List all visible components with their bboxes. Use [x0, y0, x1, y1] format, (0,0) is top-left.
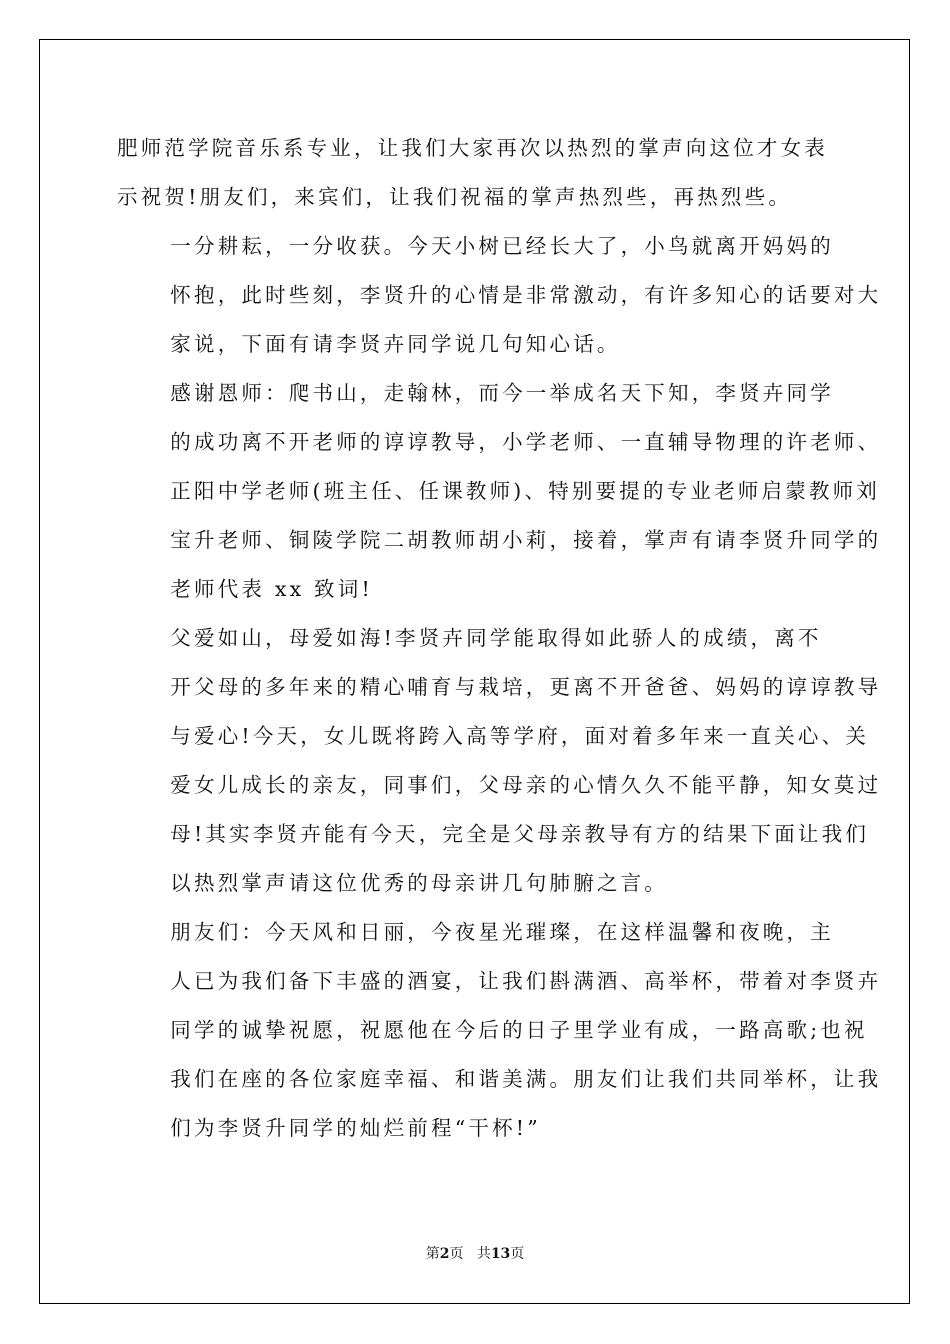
text-line: 的成功离不开老师的谆谆教导，小学老师、一直辅导物理的许老师、	[170, 430, 882, 454]
text-line: 怀抱，此时些刻，李贤升的心情是非常激动，有许多知心的话要对大	[170, 283, 882, 307]
paragraph	[117, 614, 882, 908]
text-line: 宝升老师、铜陵学院二胡教师胡小莉，接着，掌声有请李贤升同学的	[170, 528, 882, 552]
document-body	[117, 124, 882, 1153]
text-line: 们为李贤升同学的灿烂前程“干杯!”	[170, 1116, 541, 1140]
text-line: 父爱如山，母爱如海!李贤卉同学能取得如此骄人的成绩，离不	[170, 626, 822, 650]
page-footer	[0, 1243, 950, 1263]
footer-page-number: 2	[439, 1246, 450, 1262]
footer-total-prefix: 共	[476, 1246, 491, 1262]
text-line: 同学的诚挚祝愿，祝愿他在今后的日子里学业有成，一路高歌;也祝	[170, 1018, 868, 1042]
footer-total-suffix: 页	[510, 1246, 525, 1262]
text-line: 开父母的多年来的精心哺育与栽培，更离不开爸爸、妈妈的谆谆教导	[170, 675, 882, 699]
text-line: 我们在座的各位家庭幸福、和谐美满。朋友们让我们共同举杯，让我	[170, 1067, 882, 1091]
text-line: 与爱心!今天，女儿既将跨入高等学府，面对着多年来一直关心、关	[170, 724, 870, 748]
paragraph	[117, 908, 882, 1153]
text-line: 正阳中学老师(班主任、任课教师)、特别要提的专业老师启蒙教师刘	[170, 479, 880, 503]
text-line: 示祝贺!朋友们，来宾们，让我们祝福的掌声热烈些，再热烈些。	[117, 185, 793, 209]
paragraph	[117, 124, 833, 222]
text-line: 朋友们：今天风和日丽，今夜星光璀璨，在这样温馨和夜晚，主	[170, 920, 834, 944]
footer-page-suffix: 页	[449, 1246, 464, 1262]
text-line: 以热烈掌声请这位优秀的母亲讲几句肺腑之言。	[170, 871, 668, 895]
footer-gap	[463, 1246, 476, 1262]
footer-prefix: 第	[425, 1246, 440, 1262]
text-line: 一分耕耘，一分收获。今天小树已经长大了，小鸟就离开妈妈的	[170, 234, 834, 258]
paragraph	[117, 222, 882, 369]
footer-total-pages: 13	[490, 1246, 511, 1262]
text-line: 老师代表 xx 致词!	[170, 577, 373, 601]
text-line: 母!其实李贤卉能有今天，完全是父母亲教导有方的结果下面让我们	[170, 822, 870, 846]
text-line: 人已为我们备下丰盛的酒宴，让我们斟满酒、高举杯，带着对李贤卉	[170, 969, 882, 993]
text-line: 家说，下面有请李贤卉同学说几句知心话。	[170, 332, 621, 356]
text-line: 爱女儿成长的亲友，同事们，父母亲的心情久久不能平静，知女莫过	[170, 773, 882, 797]
paragraph	[117, 369, 882, 614]
text-line: 肥师范学院音乐系专业，让我们大家再次以热烈的掌声向这位才女表	[117, 136, 828, 160]
text-line: 感谢恩师：爬书山，走翰林，而今一举成名天下知，李贤卉同学	[170, 381, 834, 405]
